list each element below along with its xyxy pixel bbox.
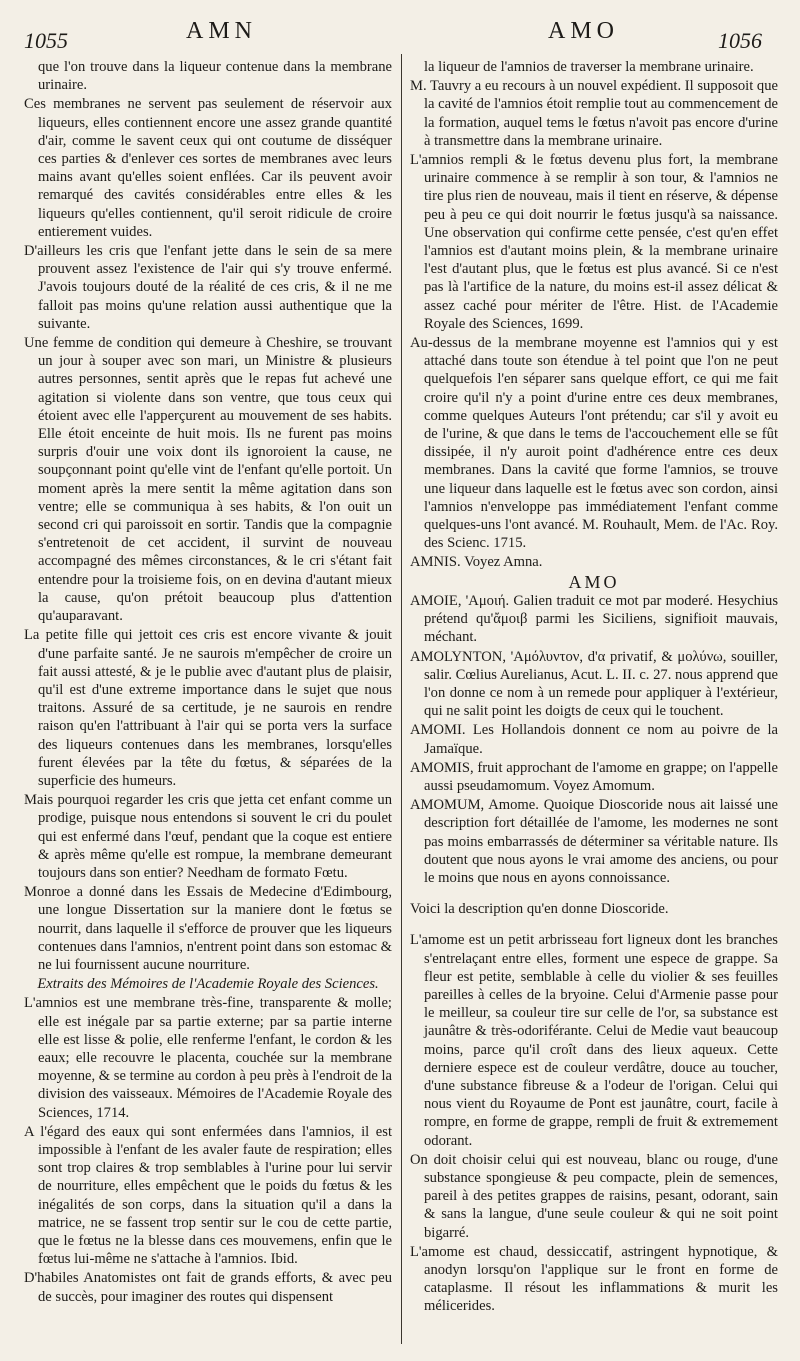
- entry: AMOMI. Les Hollandois donnent ce nom au poivre de la Jamaïque.: [410, 722, 778, 757]
- left-running-head: AMN: [186, 18, 258, 44]
- entry: AMOMUM, Amome. Quoique Dioscoride nous ait laissé une description fort détaillée de l'amome, les modernes ne sont pas moins embarrassés de déterminer sa véritable nature. Ils doutent que nous ayons le vrai amome des anciens, ou pour le moins que nous en ayons connoissance.: [410, 797, 778, 886]
- spacer: [410, 888, 778, 900]
- paragraph: que l'on trouve dans la liqueur contenue dans la membrane urinaire.: [38, 59, 392, 94]
- paragraph: Ces membranes ne servent pas seulement de réservoir aux liqueurs, elles contiennent encore une assez grande quantité d'air, comme le savent ceux qui ont coutume de disséquer ces parties & d'enlever ces sortes de membranes avec leurs mains avant qu'elles soient enflées. Car ils peuvent avoir remarqué des cavités considérables entre elles & les liqueurs qu'elles contiennent, qu'il seroit ridicule de croire entierement vuides.: [24, 96, 392, 240]
- paragraph: Mais pourquoi regarder les cris que jetta cet enfant comme un prodige, puisque nous entendons si souvent le cri du poulet qui est enfermé dans l'œuf, pendant que la coque est entiere & après même qu'elle est rompue, la membrane demeurant toujours dans son entier? Needham de formato Fœtu.: [24, 792, 392, 881]
- paragraph: L'amnios rempli & le fœtus devenu plus fort, la membrane urinaire commence à se remplir à son tour, & l'amnios ne tire plus rien de nouveau, mais il tient en réserve, & dépense peu à peu ce qui doit nourrir le fœtus jusqu'à sa naissance. Une observation qui confirme cette pensée, c'est qu'en effet l'amnios est d'autant moins plein, & la membrane urinaire l'est d'autant plus, que le fœtus est plus avancé. Si ce n'est pas là l'artifice de la nature, du moins est-il assez délicat & assez caché pour mériter de l'être. Hist. de l'Academie Royale des Sciences, 1699.: [410, 152, 778, 332]
- left-page-number: 1055: [24, 28, 68, 53]
- right-running-head: AMO: [548, 18, 620, 44]
- spacer: [410, 919, 778, 931]
- paragraph: Au-dessus de la membrane moyenne est l'amnios qui y est attaché dans toute son étendue à tel point que l'on ne peut quelquefois l'en séparer sans quelque effort, ce qui me fait croire qu'il n'y a point d'urine entre ces deux membranes, comme quelques Auteurs l'ont prétendu; car s'il y avoit eu de l'urine, & que dans le tems de l'accouchement elle se fût dissipée, il n'y auroit point d'adhérence entre ces deux membranes. Dans la cavité que forme l'amnios, se trouve une liqueur dans laquelle est le fœtus avec son cordon, ainsi l'amnios n'enveloppe pas immédiatement l'enfant comme quelques-uns l'ont avancé. M. Rouhault, Mem. de l'Ac. Roy. des Scienc. 1715.: [410, 335, 778, 552]
- section-title: Extraits des Mémoires de l'Academie Royale des Sciences.: [37, 976, 379, 993]
- paragraph: D'habiles Anatomistes ont fait de grands efforts, & avec peu de succès, pour imaginer des routes qui dispensent: [24, 1270, 392, 1305]
- paragraph: A l'égard des eaux qui sont enfermées dans l'amnios, il est impossible à l'enfant de les avaler faute de respiration; elles sont trop claires & trop semblables à l'urine pour lui servir de nourriture, elles empêchent que le poids du fœtus & les inégalités de son corps, dans la situation qu'il a dans la matrice, ne se fassent trop sentir sur le cou de cette partie, que le fœtus ne la blesse dans ces mouvemens, enfin que le fœtus lui-même ne s'attache à l'amnios. Ibid.: [24, 1123, 392, 1268]
- section-heading: AMO: [568, 571, 620, 592]
- paragraph: L'amome est chaud, dessiccatif, astringent hypnotique, & anodyn lorsqu'on l'applique sur le front en forme de cataplasme. Il résout les inflammations & murit les mélicerides.: [410, 1243, 778, 1315]
- entry: AMOMIS, fruit approchant de l'amome en grappe; on l'appelle aussi pseudamomum. Voyez Amomum.: [410, 759, 778, 794]
- paragraph: L'amnios est une membrane très-fine, transparente & molle; elle est inégale par sa partie externe; par sa partie interne elle est lisse & polie, elle renferme l'enfant, le cordon & les eaux; elle recouvre le placenta, couchée sur la membrane moyenne, & se termine au cordon à peu près à l'endroit de la division des vaisseaux. Mémoires de l'Academie Royale des Sciences, 1714.: [24, 995, 392, 1121]
- left-column: [24, 58, 392, 1307]
- right-column: [410, 58, 778, 1317]
- intro-line: Voici la description qu'en donne Dioscoride.: [410, 901, 669, 918]
- paragraph: D'ailleurs les cris que l'enfant jette dans le sein de sa mere prouvent assez l'existence de l'air qui s'y trouve enfermé. J'avois toujours douté de la réalité de ces cris, & il ne me falloit pas moins qu'une relation aussi authentique que la suivante.: [24, 243, 392, 332]
- paragraph: M. Tauvry a eu recours à un nouvel expédient. Il supposoit que la cavité de l'amnios étoit remplie tout au commencement de la formation, auquel tems le fœtus n'avoit pas encore d'urine à transmettre dans la membrane urinaire.: [410, 78, 778, 149]
- entry: AMOIE, 'Αμοιή. Galien traduit ce mot par moderé. Hesychius prétend qu'ἄμοιβ parmi les Siciliens, signifioit mauvais, méchant.: [410, 592, 778, 646]
- paragraph: la liqueur de l'amnios de traverser la membrane urinaire.: [424, 59, 754, 75]
- entry: AMNIS. Voyez Amna.: [410, 554, 543, 571]
- right-page-number: 1056: [718, 28, 762, 53]
- paragraph: Monroe a donné dans les Essais de Medecine d'Edimbourg, une longue Dissertation sur la maniere dont le fœtus se nourrit, dans laquelle il s'efforce de prouver que les liqueurs contenues dans l'amnios, n'entrent point dans son estomac & ne lui fournissent aucune nourriture.: [24, 884, 392, 973]
- paragraph: La petite fille qui jettoit ces cris est encore vivante & jouit d'une parfaite santé. Je ne saurois m'empêcher de croire un fait aussi attesté, & je le publie avec d'autant plus de plaisir, qu'il est d'une extreme importance dans le sujet que nous traitons. Assuré de sa certitude, je ne saurois en rendre raison qu'en l'attribuant à l'air qui se porta vers la surface des liqueurs contenues dans les membranes, lorsqu'elles furent élevées par la tête du fœtus, & séparées de la superficie des humeurs.: [24, 627, 392, 789]
- entry: AMOLYNTON, 'Αμόλυντον, d'α privatif, & μολύνω, souiller, salir. Cœlius Aurelianus, Acut. L. II. c. 27. nous apprend que l'on donne ce nom à un remede pour appliquer à l'extérieur, qui ne salit point les doigts de ceux qui le touchent.: [410, 648, 778, 720]
- paragraph: Une femme de condition qui demeure à Cheshire, se trouvant un jour à souper avec son mari, un Ministre & plusieurs autres personnes, sentit après que le repas fut achevé une agitation si violente dans son ventre, que tous ceux qui étoient avec elle l'apperçurent au mouvement de ses habits. Elle étoit enceinte de huit mois. Ils ne furent pas moins surpris d'ouir une voix dont ils ignoroient la cause, ne soupçonnant point qu'elle vint de l'enfant qu'elle portoit. Un moment après la mere sentit la même agitation dans son ventre; elle se communiqua à ses habits, & l'on ouit un second cri qui paroissoit en sortir. Tandis que la compagnie s'entretenoit de cet accident, il survint de nouveau accompagné des mêmes circonstances, & le cri s'étant fait entendre pour la troisieme fois, on en devina d'autant mieux la cause, qu'on prétoit beaucoup plus d'attention qu'auparavant.: [24, 335, 392, 625]
- column-divider: [401, 54, 402, 1344]
- paragraph: L'amome est un petit arbrisseau fort ligneux dont les branches s'entrelaçant entre elles, forment une espece de grappe. Sa fleur est petite, semblable à celle du violier & ses feuilles pareilles à celles de la bryoine. Celui d'Armenie passe pour le meilleur, sa couleur tire sur celle de l'or, sa substance est jaunâtre & très-odoriférante. Celui de Medie vaut beaucoup moins, parce qu'il croît dans des lieux aqueux. Cette derniere espece est de couleur verdâtre, douce au toucher, d'une substance fibreuse & a l'odeur de l'origan. Celui qui nous vient du Royaume de Pont est jaunâtre, court, facile à rompre, en forme de grappe, rempli de fruit & extremement odorant.: [410, 932, 778, 1149]
- paragraph: On doit choisir celui qui est nouveau, blanc ou rouge, d'une substance spongieuse & peu compacte, plein de semences, pareil à des petites grappes de raisins, pesant, odorant, sain & sans la langue, d'une seule couleur & qui ne soit point bigarré.: [410, 1151, 778, 1241]
